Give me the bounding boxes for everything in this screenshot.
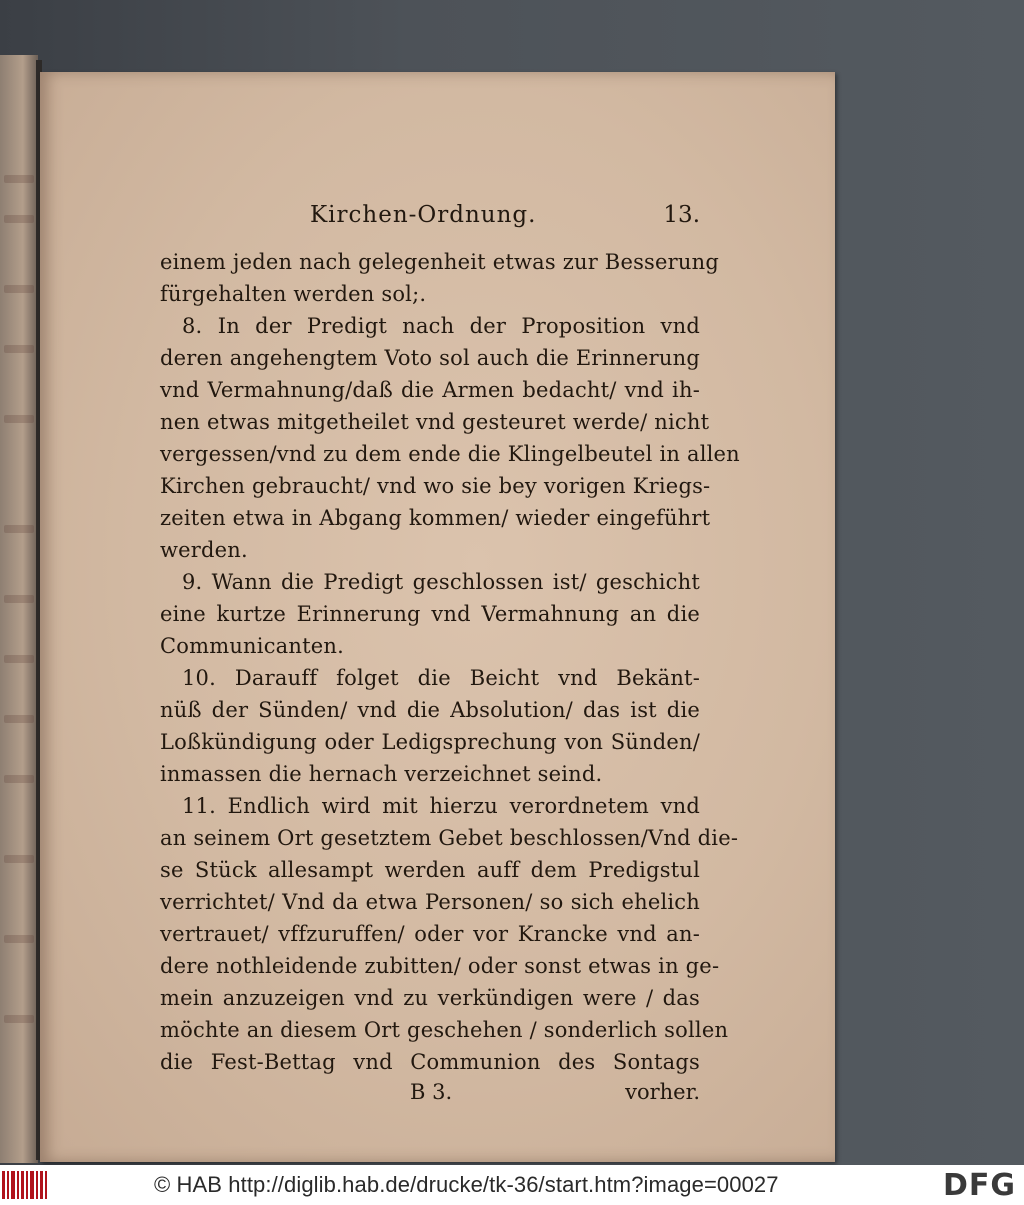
text-line: eine kurtze Erinnerung vnd Vermahnung an die <box>160 602 700 626</box>
text-line: 8. In der Predigt nach der Proposition vnd <box>182 314 700 338</box>
previous-page-edge <box>0 55 38 1163</box>
text-line: die Fest-Bettag vnd Communion des Sontags <box>160 1050 700 1074</box>
text-line: zeiten etwa in Abgang kommen/ wieder eingeführt <box>160 506 711 530</box>
page-number: 13. <box>663 202 700 228</box>
signature-mark: B 3. <box>410 1080 453 1104</box>
text-line: einem jeden nach gelegenheit etwas zur Besserung <box>160 250 719 274</box>
text-line: 9. Wann die Predigt geschlossen ist/ geschicht <box>182 570 700 594</box>
running-header <box>160 202 700 246</box>
text-line: vertrauet/ vffzuruffen/ oder vor Krancke vnd an- <box>160 922 700 946</box>
text-line: Loßkündigung oder Ledigsprechung von Sünden/ <box>160 730 700 754</box>
text-line: 10. Darauff folget die Beicht vnd Bekänt- <box>182 666 700 690</box>
catchword: vorher. <box>625 1080 700 1104</box>
text-line: inmassen die hernach verzeichnet seind. <box>160 762 603 786</box>
text-line: se Stück allesampt werden auff dem Predigstul <box>160 858 700 882</box>
text-line: mein anzuzeigen vnd zu verkündigen were / das <box>160 986 700 1010</box>
viewer-footer-bar <box>0 1165 1024 1205</box>
text-line: vergessen/vnd zu dem ende die Klingelbeutel in allen <box>160 442 740 466</box>
document-page <box>40 72 835 1162</box>
text-line: werden. <box>160 538 248 562</box>
text-line: fürgehalten werden sol;. <box>160 282 427 306</box>
text-line: 11. Endlich wird mit hierzu verordnetem vnd <box>182 794 700 818</box>
source-credit-link[interactable]: © HAB http://diglib.hab.de/drucke/tk-36/start.htm?image=00027 <box>154 1172 779 1197</box>
text-line: Kirchen gebraucht/ vnd wo sie bey vorigen Kriegs- <box>160 474 711 498</box>
text-line: dere nothleidende zubitten/ oder sonst etwas in ge- <box>160 954 720 978</box>
text-line: deren angehengtem Voto sol auch die Erinnerung <box>160 346 700 370</box>
text-line: verrichtet/ Vnd da etwa Personen/ so sich ehelich <box>160 890 700 914</box>
text-line: nen etwas mitgetheilet vnd gesteuret werde/ nicht <box>160 410 710 434</box>
text-line: möchte an diesem Ort geschehen / sonderlich sollen <box>160 1018 729 1042</box>
text-line: an seinem Ort gesetztem Gebet beschlossen/Vnd die- <box>160 826 739 850</box>
text-line: vnd Vermahnung/daß die Armen bedacht/ vnd ih- <box>160 378 700 402</box>
barcode-icon <box>2 1171 48 1199</box>
text-line: nüß der Sünden/ vnd die Absolution/ das ist die <box>160 698 700 722</box>
text-line: Communicanten. <box>160 634 344 658</box>
running-title: Kirchen-Ordnung. <box>310 202 537 228</box>
text-block <box>160 202 740 1116</box>
page-footer <box>160 1080 700 1116</box>
dfg-logo: DFG <box>942 1167 1016 1203</box>
